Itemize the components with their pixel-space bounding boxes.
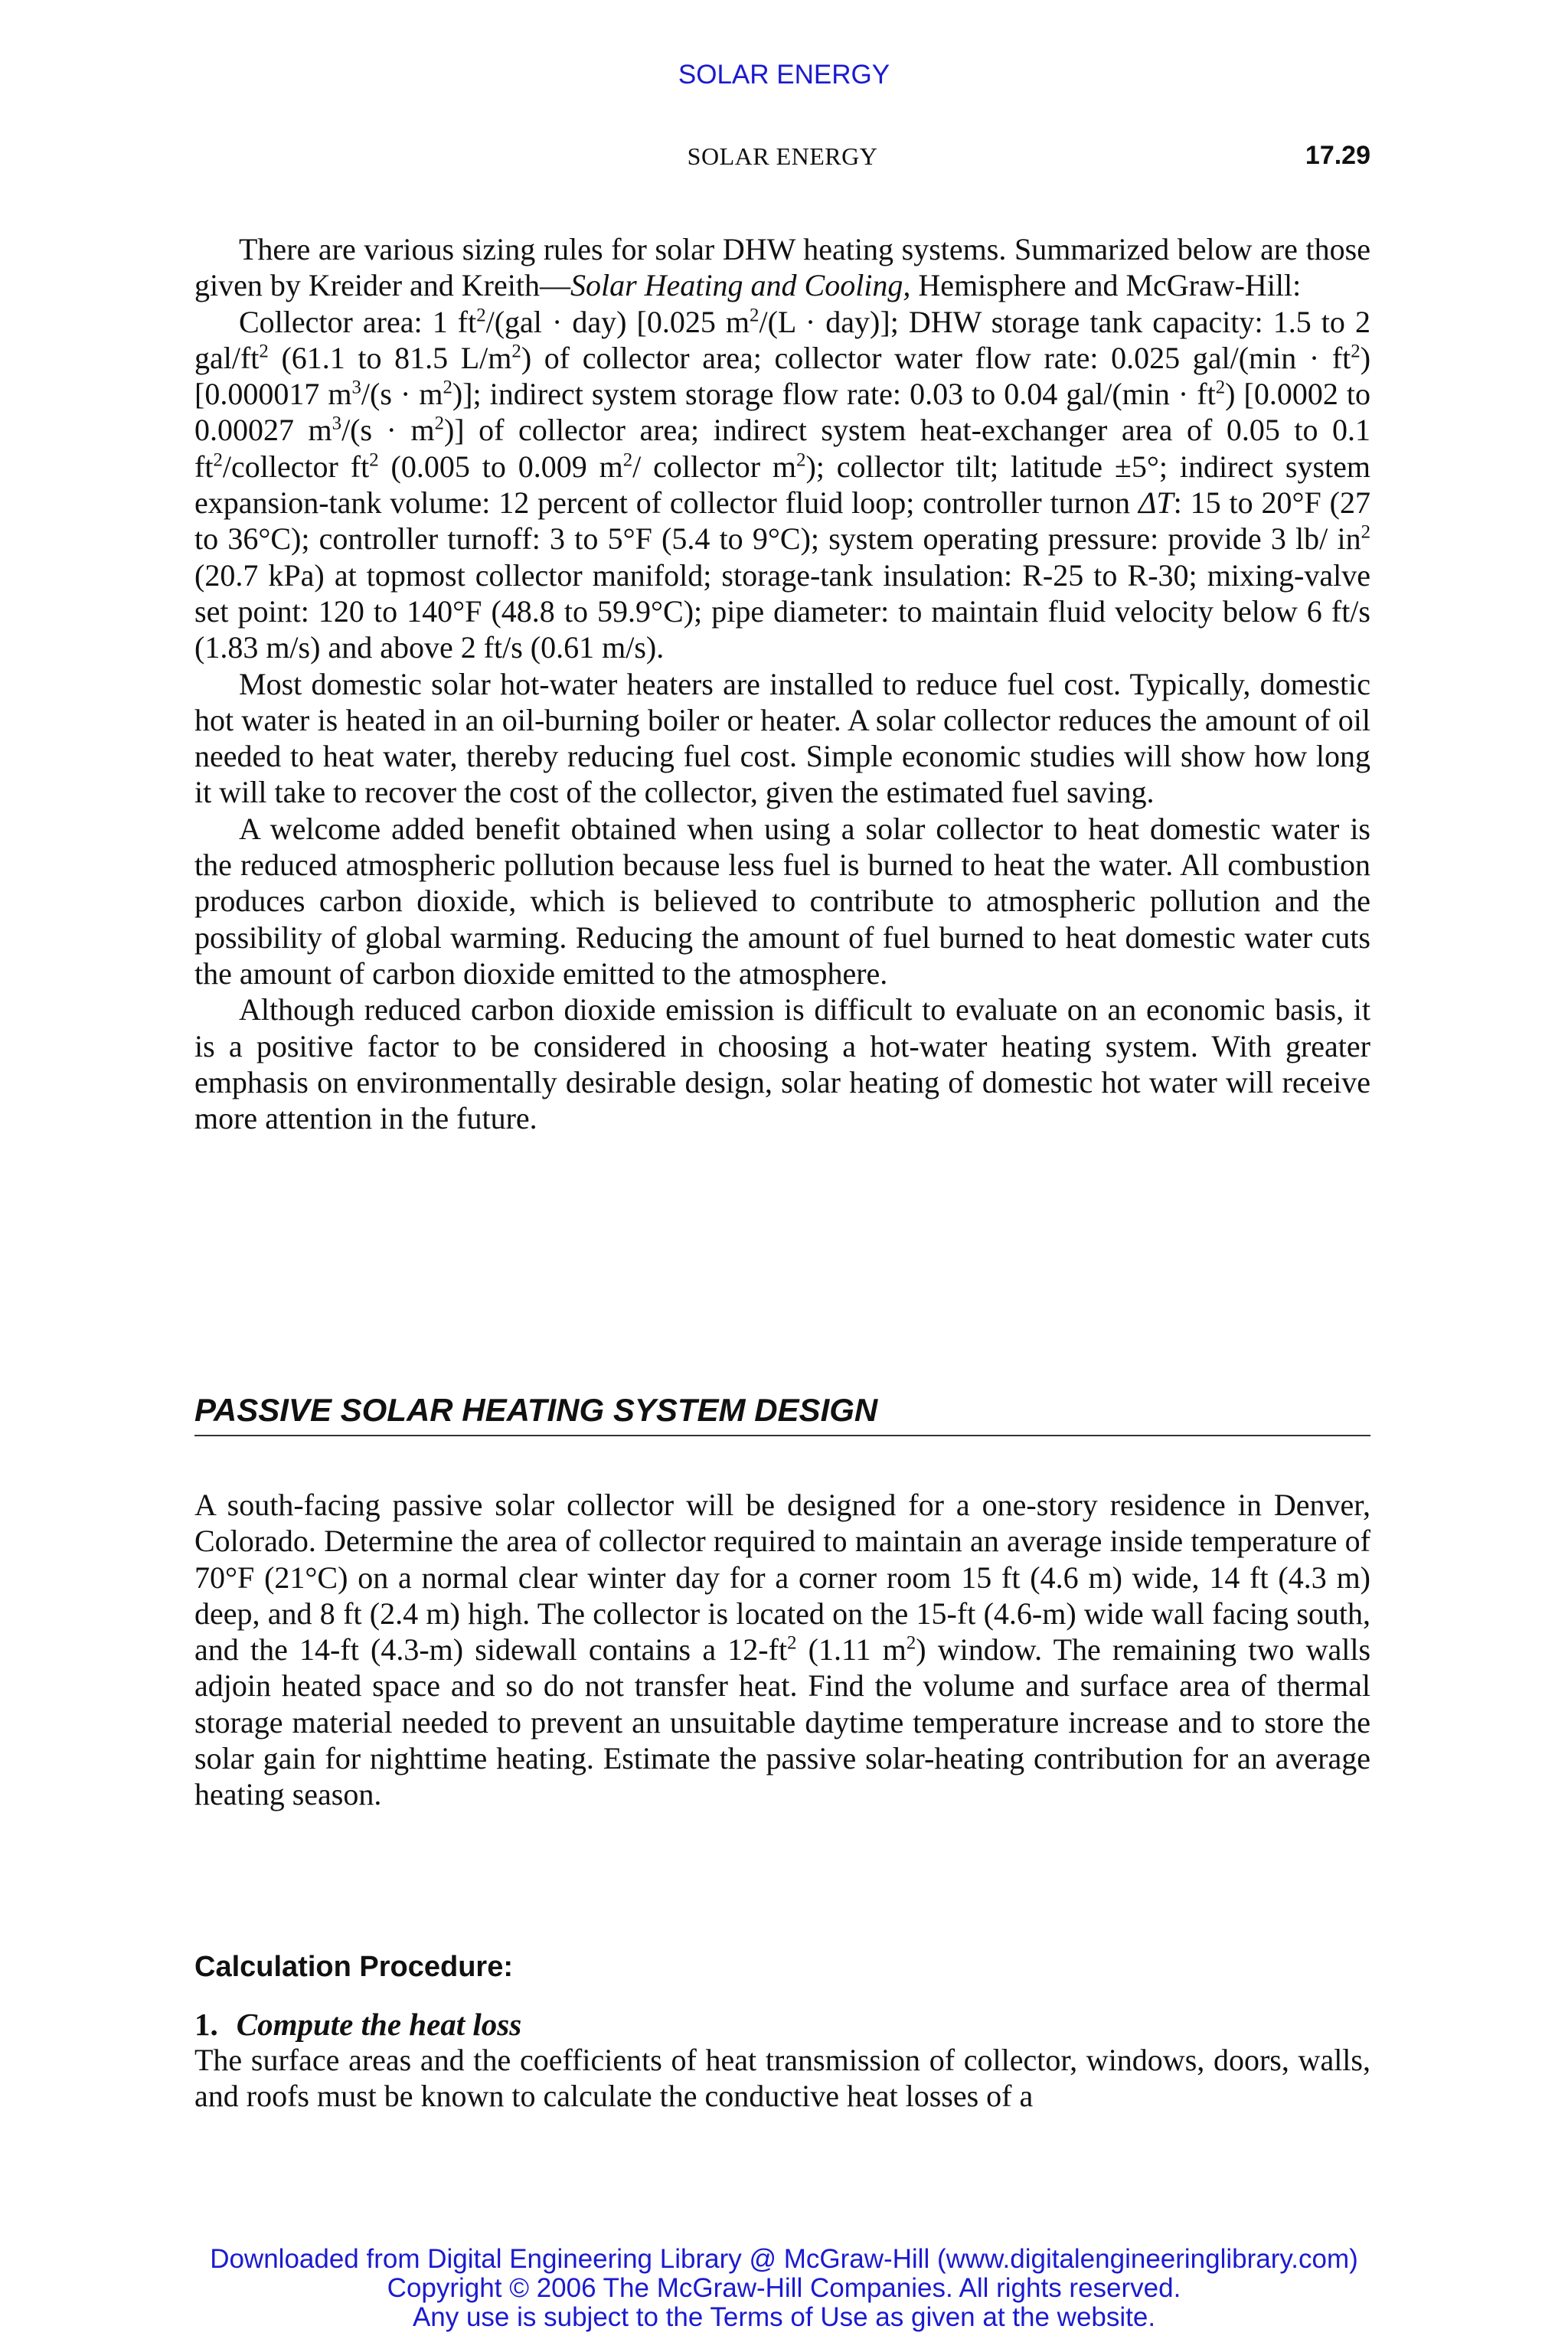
step-number: 1. bbox=[194, 2007, 218, 2042]
sizing-rules-paragraph: Collector area: 1 $ft^2/(gal \cdot day)$ [0.025 $m^2/(L \cdot day)$]; DHW storage tank capacity: 1.5 to 2 gal/$ft^2$ (61.1 to 81.5 $L/m^2$) of collector area; collector water flow rate: 0.025 $gal/(\min \cdot ft^2)$ [0.000017 $m^3/(s \cdot m^2)$]; indirect system storage flow rate: 0.03 to 0.04 $gal/(\min \cdot ft^2)$ [0.0002 to 0.00027 $m^3/(s \cdot m^2)$] of collector area; indirect system heat-exchanger area of 0.05 to 0.1 $ft^2$/collector $ft^2$ (0.005 to 0.009 $m^2/$ collector $m^2$); collector tilt; latitude ±5°; indirect system expansion-tank volume: 12 percent of collector fluid loop; controller turnon ΔT: 15 to 20°F (27 to 36°C); controller turnoff: 3 to 5°F (5.4 to 9°C); system operating pressure: provide 3 lb/ $in^2$ (20.7 kPa) at topmost collector manifold; storage-tank insulation: R-25 to R-30; mixing-valve set point: 120 to 140°F (48.8 to 59.9°C); pipe diameter: to maintain fluid velocity below 6 ft/s (1.83 m/s) and above 2 ft/s (0.61 m/s). bbox=[194, 304, 1371, 665]
calculation-procedure-heading: Calculation Procedure: bbox=[194, 1951, 513, 1983]
page-number: 17.29 bbox=[1305, 141, 1370, 170]
top-link-solar-energy[interactable]: SOLAR ENERGY bbox=[678, 60, 890, 90]
intro-paragraph-3: Most domestic solar hot-water heaters are installed to reduce fuel cost. Typically, domestic hot water is heated in an oil-burning boiler or heater. A solar collector reduces the amount of oil needed to heat water, thereby reducing fuel cost. Simple economic studies will show how long it will take to recover the cost of the collector, given the estimated fuel saving. bbox=[194, 666, 1370, 810]
step-title: Compute the heat loss bbox=[236, 2007, 522, 2042]
intro-paragraph-5: Although reduced carbon dioxide emission is difficult to evaluate on an economic basis, it is a positive factor to be considered in choosing a hot-water heating system. With greater emphasis on environmentally desirable design, solar heating of domestic hot water will receive more attention in the future. bbox=[194, 992, 1370, 1136]
intro-paragraph-1: There are various sizing rules for solar DHW heating systems. Summarized below are those given by Kreider and Kreith—Solar Heating and Cooling, Hemisphere and McGraw-Hill: bbox=[194, 232, 1370, 303]
step-1-heading bbox=[194, 2006, 521, 2043]
problem-paragraph: A south-facing passive solar collector will be designed for a one-story residence in Denver, Colorado. Determine the area of collector required to maintain an average inside temperature of 70°F (21°C) on a normal clear winter day for a corner room 15 ft (4.6 m) wide, 14 ft (4.3 m) deep, and 8 ft (2.4 m) high. The collector is located on the 15-ft (4.6-m) wide wall facing south, and the 14-ft (4.3-m) sidewall contains a $12-ft^2$ (1.11 $m^2$) window. The remaining two walls adjoin heated space and so do not transfer heat. Find the volume and surface area of thermal storage material needed to prevent an unsuitable daytime temperature increase and to store the solar gain for nighttime heating. Estimate the passive solar-heating contribution for an average heating season. bbox=[194, 1488, 1371, 1812]
problem-text bbox=[194, 1487, 1370, 1813]
intro-text bbox=[194, 231, 1370, 1136]
footer-copyright: Copyright © 2006 The McGraw-Hill Companies. All rights reserved. bbox=[387, 2273, 1181, 2303]
book-title: Solar Heating and Cooling, bbox=[570, 268, 911, 303]
intro-paragraph-4: A welcome added benefit obtained when using a solar collector to heat domestic water is the reduced atmospheric pollution because less fuel is burned to heat the water. All combustion produces carbon dioxide, which is believed to contribute to atmospheric pollution and the possibility of global warming. Reducing the amount of fuel burned to heat domestic water cuts the amount of carbon dioxide emitted to the atmosphere. bbox=[194, 811, 1370, 991]
step-1-paragraph: The surface areas and the coefficients of heat transmission of collector, windows, doors, walls, and roofs must be known to calculate the conductive heat losses of a bbox=[194, 2043, 1370, 2114]
running-head bbox=[194, 142, 1370, 176]
footer-terms-link[interactable]: Any use is subject to the Terms of Use as given at the website. bbox=[412, 2302, 1156, 2332]
footer-download-link[interactable]: Downloaded from Digital Engineering Library @ McGraw-Hill (www.digitalengineeringlibrary.com) bbox=[210, 2244, 1358, 2274]
running-head-title: SOLAR ENERGY bbox=[687, 142, 878, 170]
section-heading: PASSIVE SOLAR HEATING SYSTEM DESIGN bbox=[194, 1392, 1370, 1436]
footer bbox=[0, 2245, 1568, 2332]
step-1-text bbox=[194, 2042, 1370, 2115]
